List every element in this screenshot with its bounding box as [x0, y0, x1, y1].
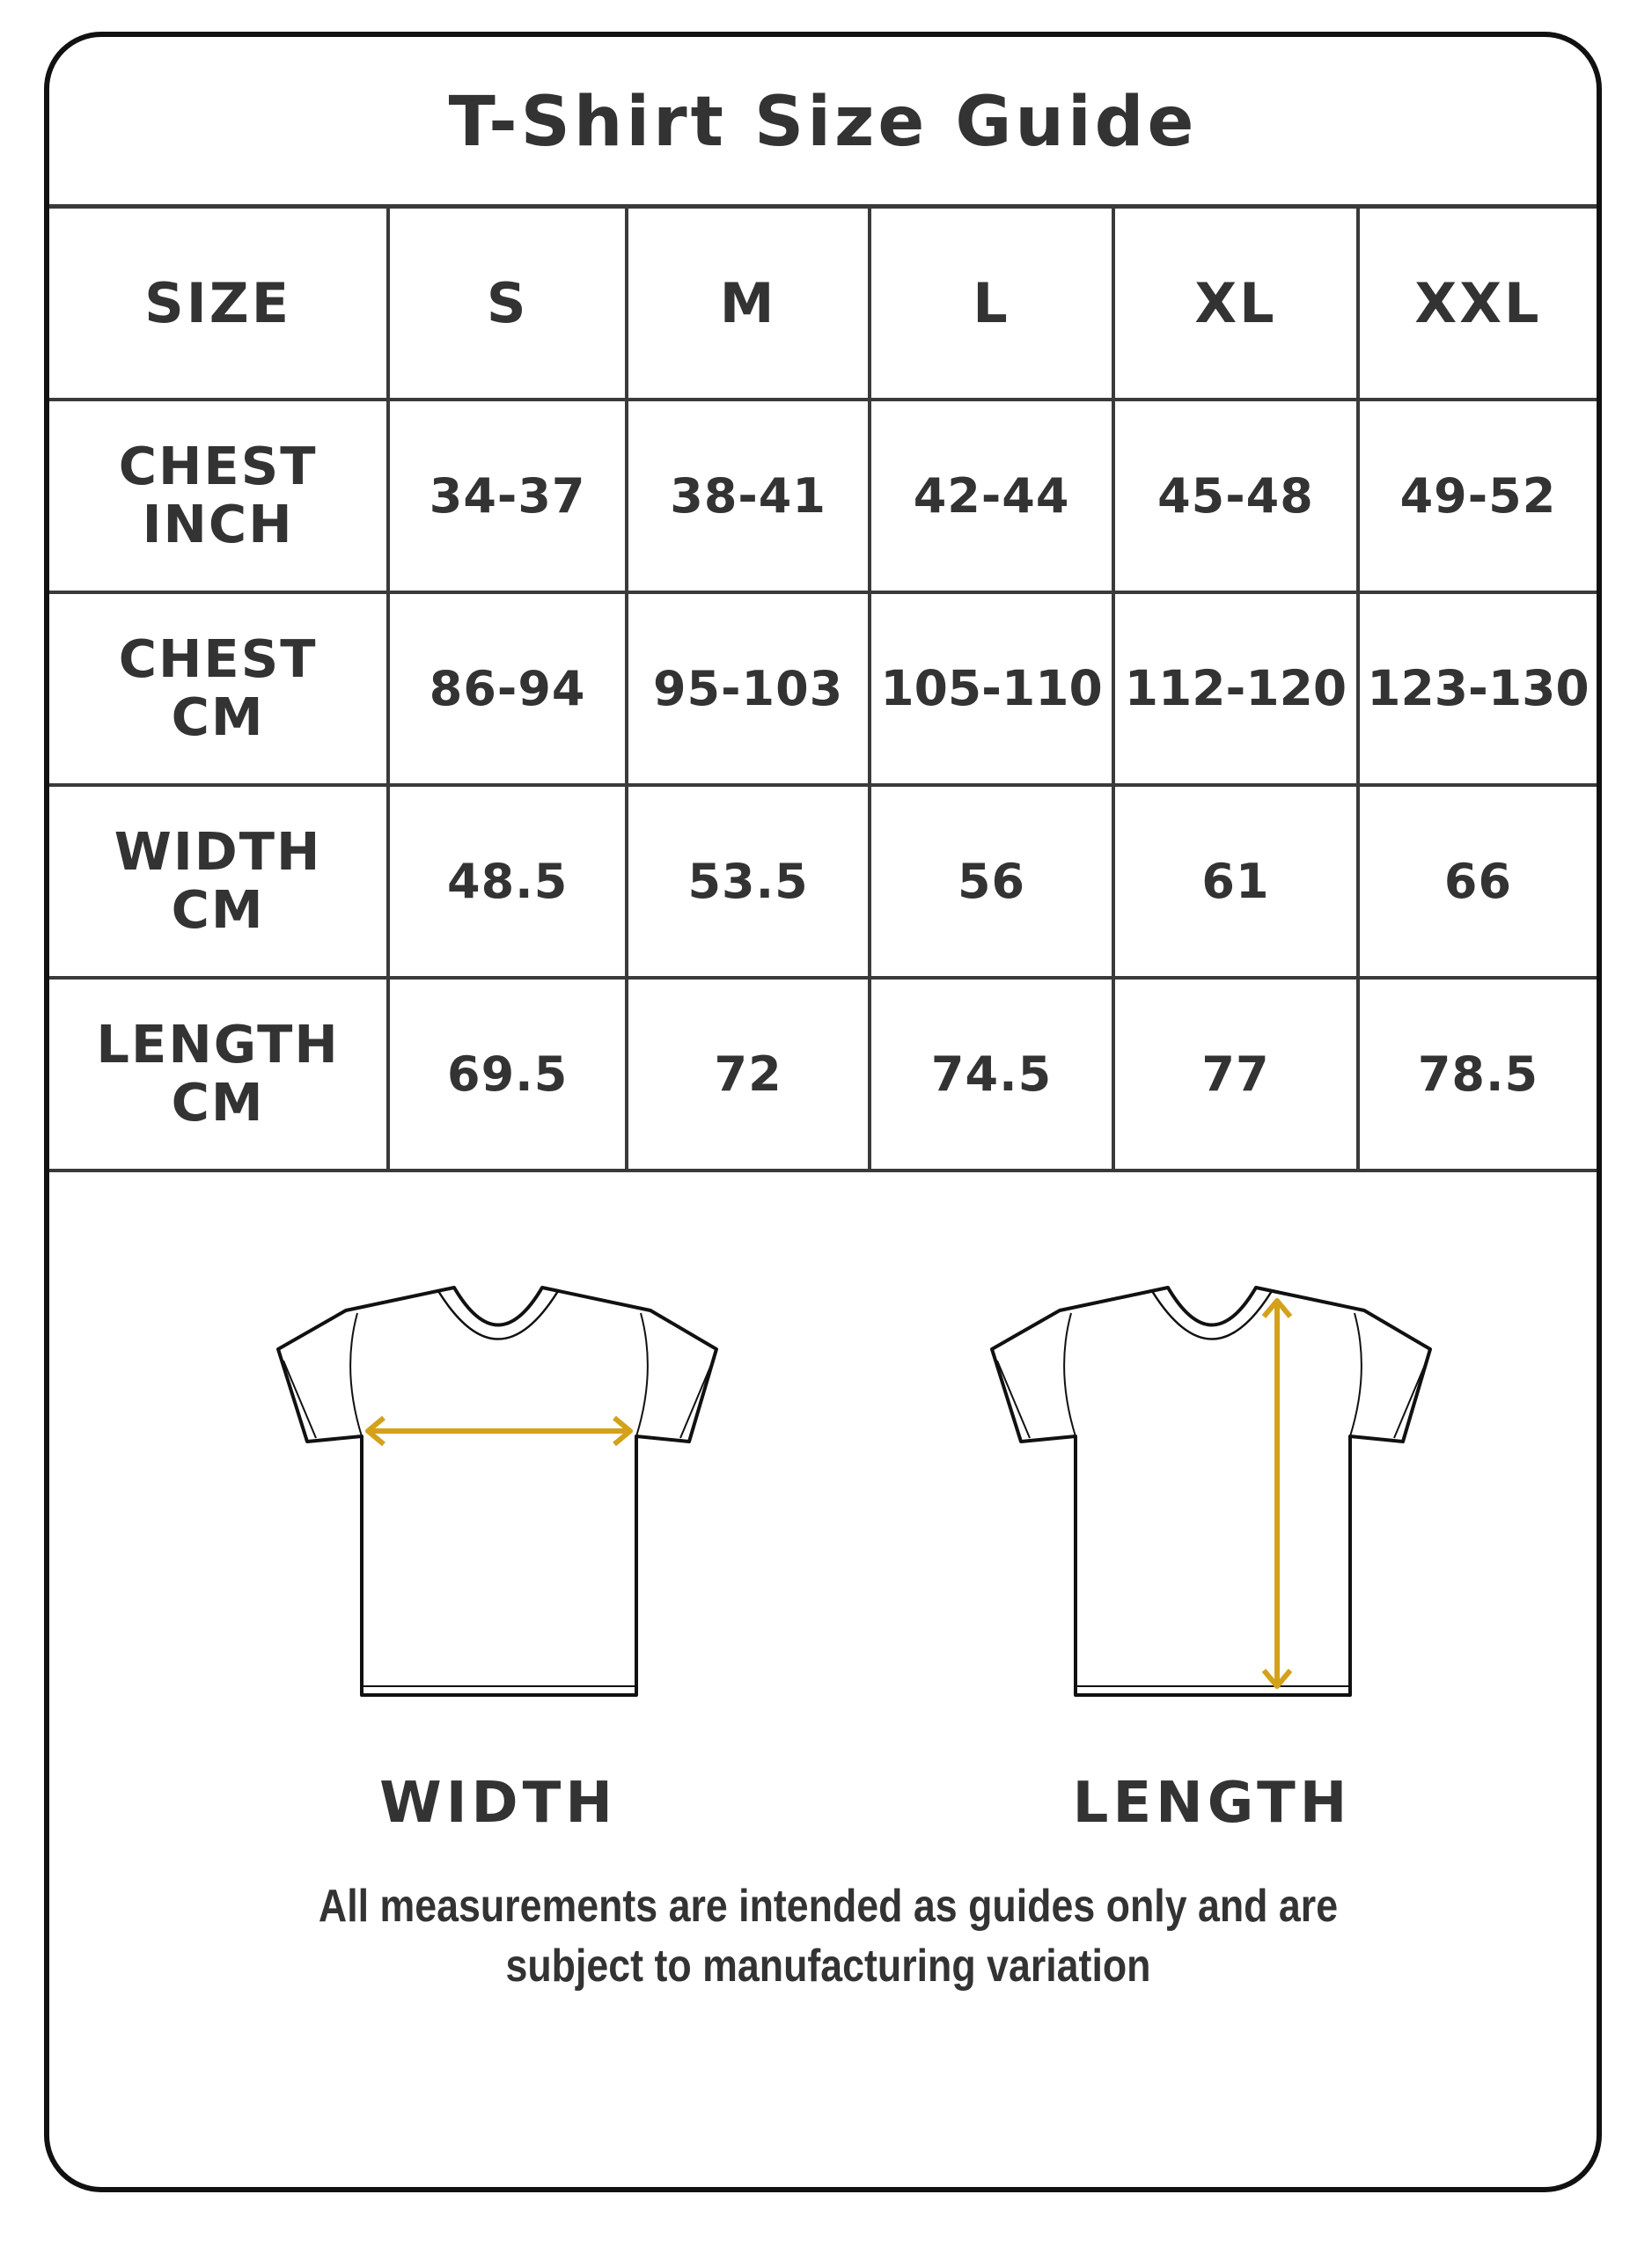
disclaimer [234, 1876, 1422, 1996]
table-cell: 69.5 [388, 978, 627, 1171]
disclaimer-line1: All measurements are intended as guides only and are [318, 1881, 1339, 1932]
table-cell: 38-41 [627, 400, 870, 592]
row-label-line2: CM [171, 879, 265, 940]
row-label-width-cm [49, 785, 388, 978]
table-cell: 42-44 [870, 400, 1113, 592]
table-cell: 34-37 [388, 400, 627, 592]
table-cell: 78.5 [1358, 978, 1597, 1171]
row-label-line2: CM [171, 1072, 265, 1133]
row-label-chest-cm [49, 592, 388, 785]
table-cell: 45-48 [1113, 400, 1358, 592]
length-diagram [939, 1239, 1485, 1767]
table-row [49, 592, 1597, 785]
header-cell-xl: XL [1113, 207, 1358, 400]
width-diagram [225, 1239, 771, 1767]
table-row [49, 978, 1597, 1171]
header-cell-m: M [627, 207, 870, 400]
table-cell: 61 [1113, 785, 1358, 978]
table-row [49, 785, 1597, 978]
header-cell-size: SIZE [49, 207, 388, 400]
row-label-line1: CHEST [118, 628, 318, 689]
table-cell: 53.5 [627, 785, 870, 978]
size-guide-card [44, 32, 1602, 2192]
row-label-line2: INCH [142, 494, 294, 554]
table-cell: 95-103 [627, 592, 870, 785]
table-cell: 86-94 [388, 592, 627, 785]
row-label-length-cm [49, 978, 388, 1171]
table-cell: 48.5 [388, 785, 627, 978]
t-shirt-length-icon [939, 1239, 1485, 1714]
row-label-line1: CHEST [118, 436, 318, 496]
header-cell-s: S [388, 207, 627, 400]
disclaimer-line2: subject to manufacturing variation [505, 1941, 1151, 1992]
page-title: T-Shirt Size Guide [448, 82, 1198, 162]
table-cell: 77 [1113, 978, 1358, 1171]
t-shirt-width-icon [225, 1239, 771, 1714]
row-label-line2: CM [171, 686, 265, 747]
table-row [49, 400, 1597, 592]
row-label-line1: LENGTH [96, 1014, 340, 1075]
table-cell: 112-120 [1113, 592, 1358, 785]
row-label-line1: WIDTH [114, 821, 322, 882]
table-cell: 74.5 [870, 978, 1113, 1171]
row-label-chest-inch [49, 400, 388, 592]
table-cell: 72 [627, 978, 870, 1171]
length-label: LENGTH [1072, 1771, 1352, 1836]
table-cell: 56 [870, 785, 1113, 978]
table-cell: 66 [1358, 785, 1597, 978]
table-cell: 105-110 [870, 592, 1113, 785]
table-cell: 49-52 [1358, 400, 1597, 592]
header-cell-xxl: XXL [1358, 207, 1597, 400]
width-label: WIDTH [379, 1771, 617, 1836]
table-cell: 123-130 [1358, 592, 1597, 785]
table-header-row [49, 207, 1597, 400]
size-table [49, 204, 1597, 1172]
header-cell-l: L [870, 207, 1113, 400]
